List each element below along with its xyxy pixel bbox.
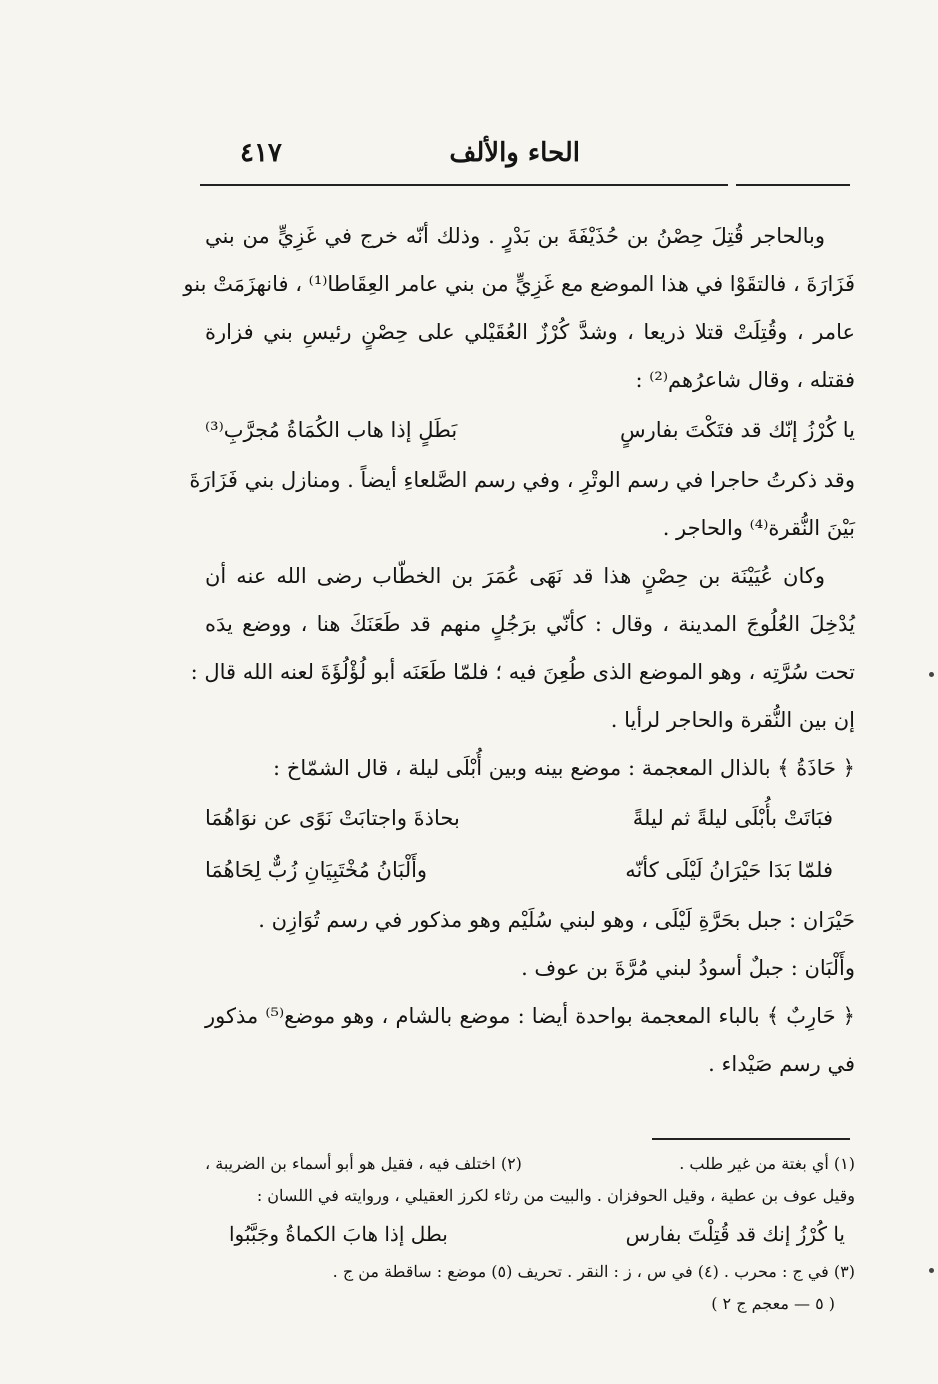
entry-hadha: ﴿ حَاذَةُ ﴾ بالذال المعجمة : موضع بينه وبين أُبْلَى ليلة ، قال الشمّاخ :: [273, 756, 855, 780]
verse-first-hemistich: فبَاتَتْ بأُبْلَى ليلةً ثم ليلةً: [632, 806, 833, 830]
text-line: في رسم صَيْداء .: [708, 1052, 855, 1076]
footnote-2-continued: وقيل عوف بن عطية ، وقيل الحوفزان . والبيت من رثاء لكرز العقيلي ، وروايته في اللسان :: [256, 1186, 855, 1205]
text-line: إن بين النُّقرة والحاجر لرأيا .: [610, 708, 855, 732]
main-text: [183, 212, 855, 1088]
margin-speck: [929, 1268, 934, 1273]
page-header: [200, 138, 850, 188]
footnote-line: [205, 1148, 855, 1180]
text-line: بَيْنَ النُّقرة⁽⁴⁾ والحاجر .: [662, 516, 855, 540]
text-line: وبالحاجر قُتِلَ حِصْنُ بن حُذَيْفَةَ بن بَدْرٍ . وذلك أنّه خرج في غَزِيٍّ من بني: [205, 224, 825, 248]
text-line: وكان عُيَيْنَة بن حِصْنٍ هذا قد نَهَى عُمَرَ بن الخطّاب رضى الله عنه أن: [205, 564, 825, 588]
footnote-3-5: (٣) في ج : محرب . (٤) في س ، ز : النقر . تحريف (٥) موضع : ساقطة من ج .: [332, 1262, 855, 1281]
text-line: فَزَارَةَ ، فالتقَوْا في هذا الموضع مع غَزِيٍّ من بني عامر العِقَاطا⁽¹⁾ ، فانهزَمَتْ بنو: [183, 272, 855, 296]
text-line: تحت سُرَّتِه ، وهو الموضع الذى طُعِنَ فيه ؛ فلمّا طَعَنَه أبو لُؤْلُؤَةَ لعنه الله قال :: [190, 660, 855, 684]
header-rule-short: [736, 184, 850, 186]
text-line: يُدْخِلَ العُلُوجَ المدينة ، وقال : كأنّي برَجُلٍ منهم قد طَعَنَكَ هنا ، ووضع يدَه: [205, 612, 855, 636]
footnotes: [205, 1148, 855, 1320]
verse-second-hemistich: بَطَلٍ إذا هاب الكُمَاةُ مُجرَّبِ⁽³⁾: [205, 418, 458, 442]
verse-line: [205, 844, 855, 896]
margin-speck: [929, 672, 934, 677]
text-line: وأَلْبَان : جبلٌ أسودُ لبني مُرَّةَ بن عوف .: [521, 956, 855, 980]
verse-second-hemistich: بحاذةَ واجتابَتْ نَوًى عن نوَاهُمَا: [205, 806, 460, 830]
footnote-verse: [205, 1212, 855, 1256]
verse-first-hemistich: يا كُرْزُ إنّك قد فتَكْتَ بفارسٍ: [619, 418, 855, 442]
text-line: وقد ذكرتُ حاجرا في رسم الوتْرِ ، وفي رسم الصَّلعاءِ أيضاً . ومنازل بني فَزَارَةَ: [189, 468, 855, 492]
verse-line: [205, 404, 855, 456]
page-number: ٤١٧: [240, 138, 282, 168]
text-line: فقتله ، وقال شاعرُهم⁽²⁾ :: [635, 368, 855, 392]
verse-first-hemistich: فلمّا بَدَا حَيْرَانُ لَيْلَى كأنّه: [625, 858, 833, 882]
verse-second-hemistich: وأَلْبَانُ مُخْتَبِيَانِ زُبٌّ لِحَاهُمَا: [205, 858, 428, 882]
footnote-verse-second: بطل إذا هابَ الكماةُ وجَبَّبُوا: [229, 1222, 448, 1246]
text-line: عامر ، وقُتِلَتْ قتلا ذريعا ، وشدَّ كُرْزٌ العُقَيْلي على حِصْنٍ رئيسِ بني فزارة: [205, 320, 855, 344]
header-rule: [200, 184, 728, 186]
entry-harib: ﴿ حَارِبٌ ﴾ بالباء المعجمة بواحدة أيضا : موضع بالشام ، وهو موضع⁽⁵⁾ مذكور: [205, 1004, 855, 1028]
footnote-1: (١) أي بغتة من غير طلب .: [679, 1154, 855, 1173]
verse-line: [205, 792, 855, 844]
footnote-2: (٢) اختلف فيه ، فقيل هو أبو أسماء بن الضريبة ،: [205, 1154, 522, 1173]
running-title: الحاء والألف: [449, 138, 580, 168]
text-line: حَيْرَان : جبل بحَرَّةِ لَيْلَى ، وهو لبني سُلَيْم وهو مذكور في رسم تُوَازِن .: [258, 908, 855, 932]
footnote-verse-first: يا كُرْزُ إنك قد قُتِلْتَ بفارس: [625, 1222, 845, 1246]
footnote-rule: [652, 1138, 850, 1140]
printer-signature: ( ٥ — معجم ج ٢ ): [711, 1294, 835, 1313]
